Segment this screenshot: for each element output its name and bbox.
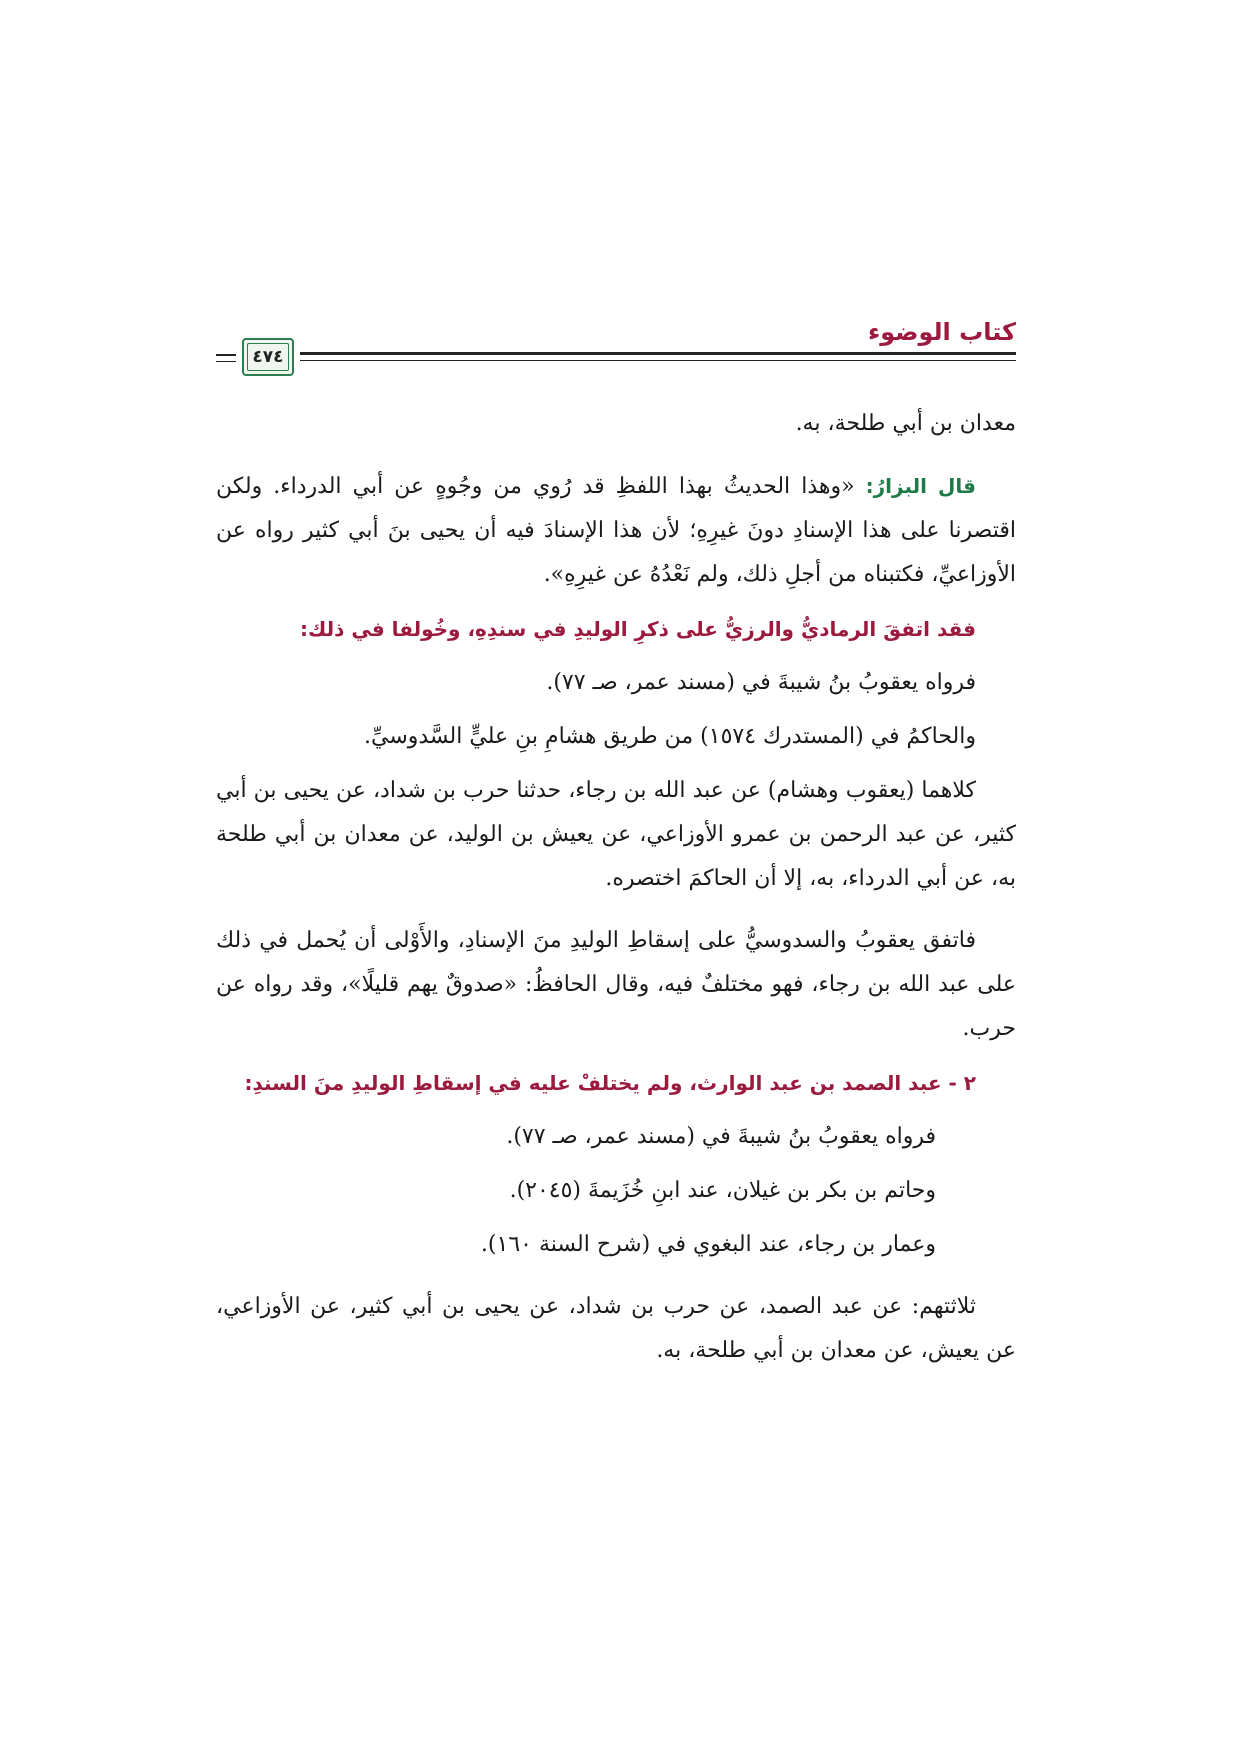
book-title: كتاب الوضوء <box>867 318 1016 346</box>
paragraph: والحاكمُ في (المستدرك ١٥٧٤) من طريق هشامِ بنِ عليٍّ السَّدوسيِّ. <box>364 724 976 749</box>
header-rule-thin <box>300 360 1016 361</box>
paragraph: وعمار بن رجاء، عند البغوي في (شرح السنة ١٦٠). <box>480 1232 936 1257</box>
paragraph: ثلاثتهم: عن عبد الصمد، عن حرب بن شداد، عن يحيى بن أبي كثير، عن الأوزاعي، عن يعيش، عن معدان بن أبي طلحة، به. <box>216 1294 1016 1363</box>
page-number-badge <box>242 338 294 376</box>
header-rule-left <box>216 354 236 356</box>
header-rule <box>300 352 1016 355</box>
paragraph-bazzar <box>216 464 1016 597</box>
header-rule-left-thin <box>216 361 236 362</box>
paragraph: كلاهما (يعقوب وهشام) عن عبد الله بن رجاء، حدثنا حرب بن شداد، عن يحيى بن أبي كثير، عن عبد الرحمن بن عمرو الأوزاعي، عن يعيش بن الوليد، عن معدان بن أبي طلحة به، عن أبي الدرداء، به، إلا أن الحاكمَ اختصره. <box>216 778 1016 891</box>
paragraph: فرواه يعقوبُ بنُ شيبةَ في (مسند عمر، صـ ٧٧). <box>546 670 976 695</box>
paragraph: وحاتم بن بكر بن غيلان، عند ابنِ خُزَيمةَ (٢٠٤٥). <box>509 1178 936 1203</box>
section-heading: ٢ - عبد الصمد بن عبد الوارث، ولم يختلفْ عليه في إسقاطِ الوليدِ منَ السندِ: <box>244 1071 976 1095</box>
paragraph: فاتفق يعقوبُ والسدوسيُّ على إسقاطِ الوليدِ منَ الإسنادِ، والأَوْلى أن يُحمل في ذلك على عبد الله بن رجاء، فهو مختلفٌ فيه، وقال الحافظُ: «صدوقٌ يهم قليلًا»، وقد رواه عن حرب. <box>216 928 1016 1041</box>
quote-lead: قال البزارُ: <box>865 474 976 498</box>
paragraph: معدان بن أبي طلحة، به. <box>795 411 1016 436</box>
section-heading: فقد اتفقَ الرماديُّ والرزيُّ على ذكرِ الوليدِ في سندِهِ، وخُولفا في ذلك: <box>300 617 976 641</box>
page-header <box>216 318 1016 388</box>
page-number: ٤٧٤ <box>252 347 284 367</box>
paragraph: فرواه يعقوبُ بنُ شيبةَ في (مسند عمر، صـ ٧٧). <box>506 1124 936 1149</box>
quote-text: «وهذا الحديثُ بهذا اللفظِ قد رُوي من وجُوهٍ عن أبي الدرداء. ولكن اقتصرنا على هذا الإسنادِ دونَ غيرِهِ؛ لأن هذا الإسنادَ فيه أن يحيى بنَ أبي كثير رواه عن الأوزاعيِّ، فكتبناه من أجلِ ذلك، ولم نَعْدُهُ عن غيرِهِ». <box>216 474 1016 587</box>
page-content <box>216 402 1016 1373</box>
